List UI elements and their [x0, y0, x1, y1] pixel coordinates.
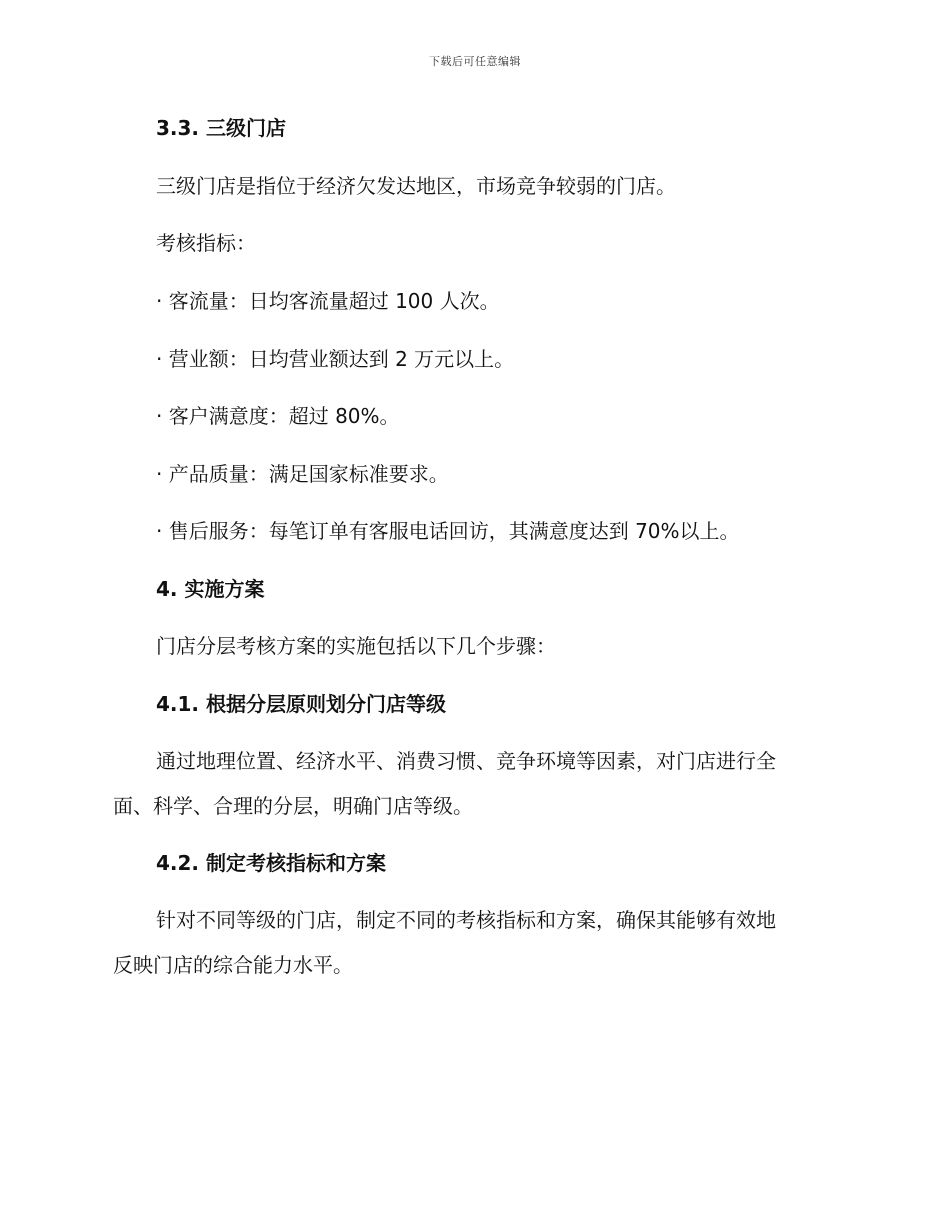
section-4-2-para-line2: 反映门店的综合能力水平。 — [113, 953, 353, 977]
section-4-2-heading: 4.2. 制定考核指标和方案 — [156, 851, 386, 875]
bullet-product-quality: · 产品质量：满足国家标准要求。 — [156, 462, 449, 486]
section-4-1-para-line1: 通过地理位置、经济水平、消费习惯、竞争环境等因素，对门店进行全 — [156, 749, 776, 773]
bullet-foot-traffic: · 客流量：日均客流量超过 100 人次。 — [156, 289, 500, 313]
bullet-satisfaction: · 客户满意度：超过 80%。 — [156, 404, 400, 428]
bullet-after-sales: · 售后服务：每笔订单有客服电话回访，其满意度达到 70%以上。 — [156, 519, 740, 543]
page-header: 下载后可任意编辑 — [429, 55, 521, 68]
section-3-3-intro: 三级门店是指位于经济欠发达地区，市场竞争较弱的门店。 — [156, 174, 676, 198]
section-4-heading: 4. 实施方案 — [156, 577, 265, 601]
criteria-label: 考核指标： — [156, 231, 256, 255]
section-4-1-para-line2: 面、科学、合理的分层，明确门店等级。 — [113, 794, 473, 818]
section-3-3-heading: 3.3. 三级门店 — [156, 116, 286, 140]
section-4-1-heading: 4.1. 根据分层原则划分门店等级 — [156, 692, 446, 716]
bullet-revenue: · 营业额：日均营业额达到 2 万元以上。 — [156, 347, 515, 371]
section-4-intro: 门店分层考核方案的实施包括以下几个步骤： — [156, 634, 556, 658]
section-4-2-para-line1: 针对不同等级的门店，制定不同的考核指标和方案，确保其能够有效地 — [156, 908, 776, 932]
